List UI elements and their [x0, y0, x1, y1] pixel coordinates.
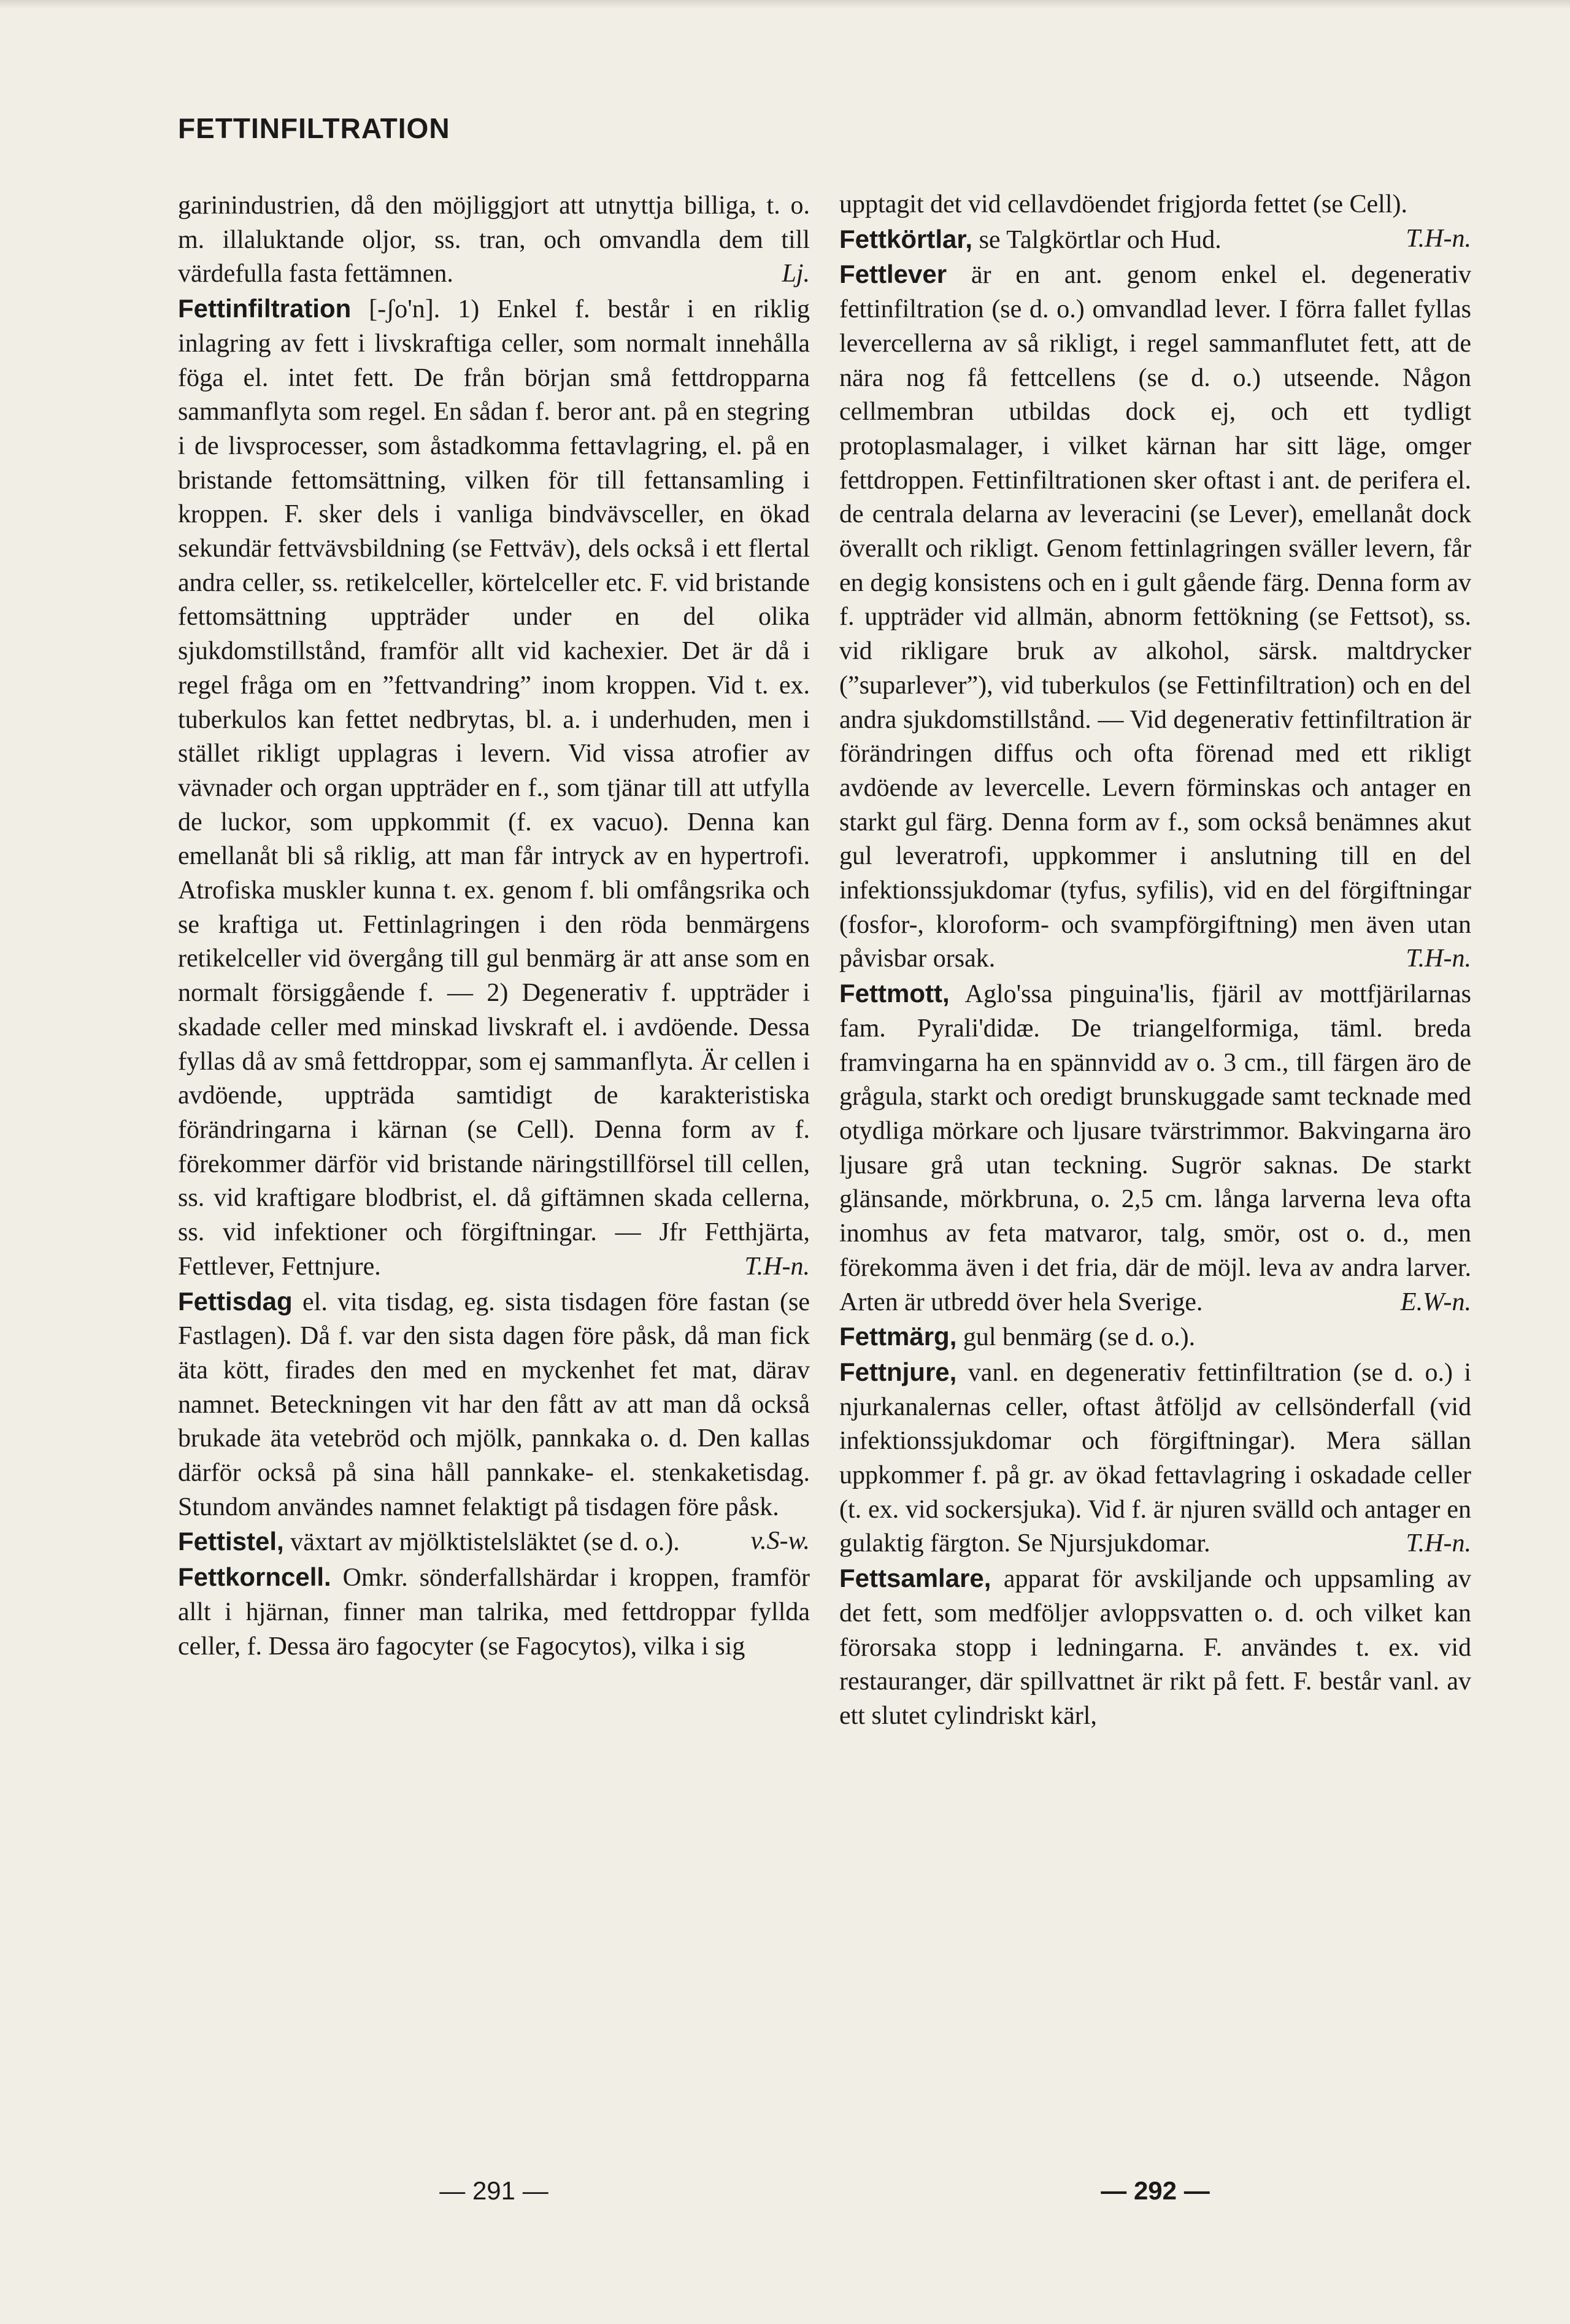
author-signature: v.S-w.: [750, 1527, 810, 1556]
running-header: FETTINFILTRATION: [178, 112, 450, 144]
entry-text: el. vita tisdag, eg. sista tisdagen före fastan (se Fastlagen). Då f. var den sista dagen före påsk, då man fick äta kött, firades den med en myckenhet fet mat, därav namnet. Beteckningen vit har den fått av att man då också brukade äta vetebröd och mjölk, pannkaka o. d. Den kallas därför också på sina håll pannkake- el. stenkaketisdag. Stundom användes namnet felaktigt på tisdagen före påsk.: [178, 1287, 810, 1521]
entry-fettlever: [839, 257, 1471, 976]
author-signature: T.H-n.: [1406, 224, 1471, 253]
author-signature: E.W-n.: [1400, 1287, 1471, 1316]
entry-fettmott: [839, 976, 1471, 1319]
entry-text: [-ʃo'n]. 1) Enkel f. består i en riklig inlagring av fett i livskraftiga celler, som normalt innehålla föga el. intet fett. De från början små fettdropparna sammanflyta som regel. En sådan f. beror ant. på en stegring i de livsprocesser, som åstadkomma fettavlagring, el. på en bristande fettomsättning, vilken för till fettansamling i kroppen. F. sker dels i vanliga bindvävsceller, en ökad sekundär fettvävsbildning (se Fettväv), dels också i ett flertal andra celler, ss. retikelceller, körtelceller etc. F. vid bristande fettomsättning uppträder under en del olika sjukdomstillstånd, framför allt vid kachexier. Det är då i regel fråga om en ”fettvandring” inom kroppen. Vid t. ex. tuberkulos kan fettet nedbrytas, bl. a. i underhuden, men i stället rikligt upplagras i levern. Vid vissa atrofier av vävnader och organ uppträder en f., som tjänar till att utfylla de luckor, som uppkommit (f. ex vacuo). Denna kan emellanåt bli så riklig, att man får intryck av en hypertrofi. Atrofiska muskler kunna t. ex. genom f. bli omfångsrika och se kraftiga ut. Fettinlagringen i den röda benmärgens retikelceller vid övergång till gul benmärg är att anse som en normalt försiggående f. — 2) Degenerativ f. uppträder i skadade celler med minskad livskraft el. i avdöende. Dessa fyllas då av små fettdroppar, som ej sammanflyta. Är cellen i avdöende, uppträda samtidigt de karakteristiska förändringarna i kärnan (se Cell). Denna form av f. förekommer därför vid bristande näringstillförsel till cellen, ss. vid kraftigare blodbrist, el. då giftämnen skada cellerna, ss. vid infektioner och förgiftningar. — Jfr Fetthjärta, Fettlever, Fettnjure.: [178, 295, 810, 1281]
entry-text: är en ant. genom enkel el. degenerativ fettinfiltration (se d. o.) omvandlad lever. I förra fallet fyllas levercellerna av så rikligt, i regel sammanflutet fett, att de nära nog få fettcellens (se d. o.) utseende. Någon cellmembran utbildas dock ej, och ett tydligt protoplasmalager, i vilket kärnan har sitt läge, omger fettdroppen. Fettinfiltrationen sker oftast i ant. de perifera el. de centrala delarna av leveracini (se Lever), emellanåt dock överallt och rikligt. Genom fettinlagringen sväller levern, får en degig konsistens och en i gult gående färg. Denna form av f. uppträder vid allmän, abnorm fettökning (se Fettsot), ss. vid rikligare bruk av alkohol, särsk. maltdrycker (”suparlever”), vid tuberkulos (se Fettinfiltration) och en del andra sjukdomstillstånd. — Vid degenerativ fettinfiltration är förändringen diffus och ofta förenad med ett rikligt avdöende av levercelle. Levern förminskas och antager en starkt gul färg. Denna form av f., som också benämnes akut gul leveratrofi, uppkommer i anslutning till en del infektionssjukdomar (tyfus, syfilis), vid en del förgiftningar (fosfor-, kloroform- och svampförgiftning) men även utan påvisbar orsak.: [839, 261, 1472, 973]
entry-headword: Fettinfiltration: [178, 294, 352, 323]
entry-text: garinindustrien, då den möjliggjort att utnyttja billiga, t. o. m. illaluktande oljor, ss. tran, och omvandla dem till värdefulla fasta fettämnen.: [178, 191, 810, 288]
author-signature: T.H-n.: [1406, 1529, 1471, 1558]
entry-text: vanl. en degenerativ fettinfiltration (se d. o.) i njurkanalernas celler, oftast åtföljd av cellsönderfall (vid infektionssjukdomar och förgiftningar). Mera sällan uppkommer f. på gr. av ökad fettavlagring i oskadade celler (t. ex. vid sockersjuka). Vid f. är njuren svälld och antager en gulaktig färgton. Se Njursjukdomar.: [839, 1358, 1471, 1558]
entry-headword: Fettkörtlar,: [839, 224, 973, 253]
entry-continuation-left: [178, 188, 810, 291]
entry-text: Aglo'ssa pinguina'lis, fjäril av mottfjärilarnas fam. Pyrali'didæ. De triangelformiga, täml. breda framvingarna ha en spännvidd av o. 3 cm., till färgen äro de grågula, starkt och oredigt brunskuggade samt tecknade med otydliga mörkare och ljusare tvärstrimmor. Bakvingarna äro ljusare grå utan teckning. Sugrör saknas. De starkt glänsande, mörkbruna, o. 2,5 cm. långa larverna leva ofta inomhus av feta matvaror, talg, smör, ost o. d., men förekomma även i det fria, där de möjl. leva av andra larver. Arten är utbredd över hela Sverige.: [839, 980, 1471, 1316]
entry-fettinfiltration: [178, 291, 810, 1284]
entry-fettkorncell: [178, 1560, 810, 1664]
author-signature: T.H-n.: [1406, 944, 1471, 973]
right-column: [839, 188, 1471, 1734]
entry-headword: Fettkorncell.: [178, 1562, 331, 1592]
entry-fettnjure: [839, 1355, 1471, 1561]
author-signature: T.H-n.: [744, 1252, 810, 1281]
entry-headword: Fettlever: [839, 260, 947, 289]
entry-fettistel: [178, 1524, 810, 1560]
entry-text: se Talgkörtlar och Hud.: [979, 225, 1222, 254]
page-number-left: — 291 —: [439, 2176, 548, 2205]
page-number-right: — 292 —: [1101, 2176, 1210, 2205]
entry-fettkortlar: [839, 222, 1471, 258]
entry-headword: Fettsamlare,: [839, 1564, 991, 1593]
author-signature: Lj.: [782, 260, 810, 288]
entry-text: apparat för avskiljande och uppsamling av det fett, som medföljer avloppsvatten o. d. och vilket kan förorsaka stopp i ledningarna. F. användes t. ex. vid restauranger, där spillvattnet är rikt på fett. F. består vanl. av ett slutet cylindriskt kärl,: [839, 1565, 1471, 1730]
entry-text: Omkr. sönderfallshärdar i kroppen, framför allt i hjärnan, finner man talrika, med fettdroppar fyllda celler, f. Dessa äro fagocyter (se Fagocytos), vilka i sig: [178, 1564, 810, 1661]
entry-headword: Fettmott,: [839, 979, 950, 1008]
entry-text: upptagit det vid cellavdöendet frigjorda fettet (se Cell).: [839, 190, 1408, 218]
left-column: [178, 188, 810, 1664]
entry-headword: Fettnjure,: [839, 1357, 957, 1386]
entry-headword: Fettisdag: [178, 1286, 293, 1316]
entry-fettsamlare: [839, 1561, 1471, 1734]
entry-headword: Fettmärg,: [839, 1322, 957, 1351]
page-edge: [0, 0, 1570, 9]
entry-headword: Fettistel,: [178, 1527, 284, 1556]
entry-text: gul benmärg (se d. o.).: [963, 1323, 1196, 1352]
entry-text: växtart av mjölktistelsläktet (se d. o.).: [290, 1528, 680, 1557]
entry-fettmarg: [839, 1319, 1471, 1355]
